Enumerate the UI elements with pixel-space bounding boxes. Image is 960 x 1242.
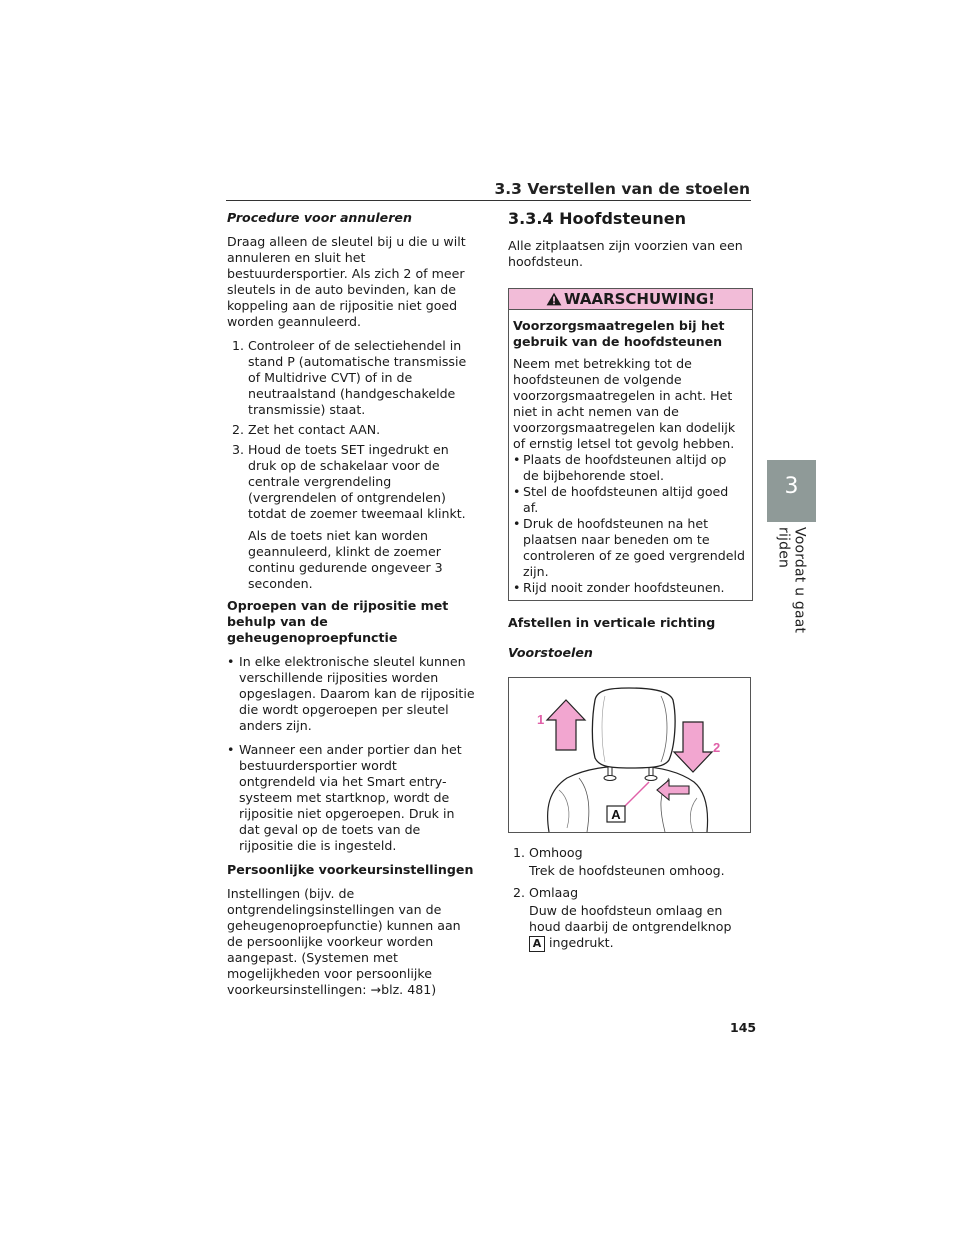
step-number: 2. [231, 422, 244, 437]
personal-text: Instellingen (bijv. de ontgrendelingsinstellingen van de geheugenoproepfunctie) kunnen aan de persoonlijke voorkeur worden aangepast. (Systemen met mogelijkheden voor persoonlijke voorkeursinstellingen: →blz. 481) [227, 886, 461, 997]
warning-bullet [513, 516, 746, 580]
chapter-label: Voordat u gaat rijden [775, 527, 808, 634]
step-text: Controleer of de selectiehendel in stand P (automatische transmissie of Multidrive CVT) of in de neutraalstand (handgeschakelde transmissie) staat. [248, 338, 467, 417]
left-column [227, 210, 475, 998]
warning-label: WAARSCHUWING! [563, 290, 716, 308]
figure-label-a: A [611, 807, 621, 822]
step-number: 1. [512, 845, 525, 860]
section-title-cancel: Procedure voor annuleren [227, 210, 412, 225]
warning-triangle-icon [546, 292, 562, 306]
cancel-step-2 [227, 422, 475, 438]
warning-bullet [513, 484, 746, 516]
header-rule [226, 200, 751, 201]
bullet-dot: • [227, 654, 235, 669]
section-title-personal: Persoonlijke voorkeursinstellingen [227, 862, 474, 877]
chapter-number: 3 [784, 474, 799, 499]
bullet-text: Stel de hoofdsteunen altijd goed af. [523, 484, 729, 515]
step-text: Houd de toets SET ingedrukt en druk op de schakelaar voor de centrale vergrendeling (vergrendelen of ontgrendelen) totdat de zoemer tweemaal klinkt. [248, 442, 466, 521]
cancel-step-1 [227, 338, 475, 418]
bullet-text: Plaats de hoofdsteunen altijd op de bijbehorende stoel. [523, 452, 727, 483]
warning-body [509, 310, 752, 600]
section-heading-headrests: 3.3.4 Hoofdsteunen [508, 209, 686, 228]
step-text: Zet het contact AAN. [248, 422, 381, 437]
warning-header [509, 289, 752, 310]
subsection-vertical: Afstellen in verticale richting [508, 615, 716, 630]
warning-text: Neem met betrekking tot de hoofdsteunen de volgende voorzorgsmaatregelen in acht. Het niet in acht nemen van de voorzorgsmaatregelen kan dodelijk of ernstig letsel tot gevolg hebben. [513, 356, 736, 451]
step-3-note: Als de toets niet kan worden geannuleerd, klinkt de zoemer continu gedurende ongeveer 3 seconden. [248, 528, 443, 591]
warning-bullet [513, 580, 746, 596]
memory-bullet-1 [227, 654, 475, 734]
bullet-dot: • [513, 484, 521, 499]
warning-title: Voorzorgsmaatregelen bij het gebruik van de hoofdsteunen [513, 318, 725, 349]
step-title: Omhoog [529, 845, 583, 860]
bullet-dot: • [513, 580, 521, 595]
chapter-tab [767, 460, 816, 522]
bullet-dot: • [227, 742, 235, 757]
headrest-step-2 [508, 885, 753, 901]
warning-bullet [513, 452, 746, 484]
step-number: 1. [231, 338, 244, 353]
bullet-text: Druk de hoofdsteunen na het plaatsen naar beneden om te controleren of ze goed vergrendeld zijn. [523, 516, 746, 579]
cancel-step-3 [227, 442, 475, 522]
bullet-text: Wanneer een ander portier dan het bestuurdersportier wordt ontgrendeld via het Smart entry-systeem met startknop, wordt de rijpositie niet opgeroepen. Druk in dat geval op de toets van de rijpositie die is ingesteld. [239, 742, 462, 853]
step-text-main: Duw de hoofdsteun omlaag en houd daarbij de ontgrendelknop [529, 903, 732, 934]
headrest-figure [508, 677, 751, 833]
step-text: Trek de hoofdsteunen omhoog. [529, 863, 725, 878]
step-number: 3. [231, 442, 244, 457]
cancel-intro: Draag alleen de sleutel bij u die u wilt annuleren en sluit het bestuurdersportier. Als zich 2 of meer sleutels in de auto bevinden, kan de koppeling aan de rijpositie niet goed worden geannuleerd. [227, 234, 466, 329]
headrest-step-1 [508, 845, 753, 861]
step-title: Omlaag [529, 885, 579, 900]
step-text [508, 903, 753, 952]
right-column [508, 210, 753, 958]
figure-label-1: 1 [537, 712, 545, 727]
step-text-after: ingedrukt. [549, 935, 614, 950]
bullet-text: In elke elektronische sleutel kunnen verschillende rijposities worden opgeslagen. Daarom kan de rijpositie die wordt opgeroepen per sleutel anders zijn. [239, 654, 475, 733]
bullet-dot: • [513, 516, 521, 531]
bullet-dot: • [513, 452, 521, 467]
bullet-text: Rijd nooit zonder hoofdsteunen. [523, 580, 725, 595]
step-number: 2. [512, 885, 525, 900]
page-number: 145 [730, 1020, 757, 1035]
subsection-front-seats: Voorstoelen [508, 645, 593, 660]
memory-bullet-2 [227, 742, 475, 854]
headrest-illustration [509, 678, 751, 832]
headrests-intro: Alle zitplaatsen zijn voorzien van een hoofdsteun. [508, 238, 743, 269]
button-a-marker: A [529, 936, 545, 952]
page-header: 3.3 Verstellen van de stoelen [494, 180, 750, 198]
section-title-memory-recall: Oproepen van de rijpositie met behulp van de geheugenoproepfunctie [227, 598, 449, 645]
warning-box [508, 288, 753, 601]
figure-label-2: 2 [713, 740, 721, 755]
